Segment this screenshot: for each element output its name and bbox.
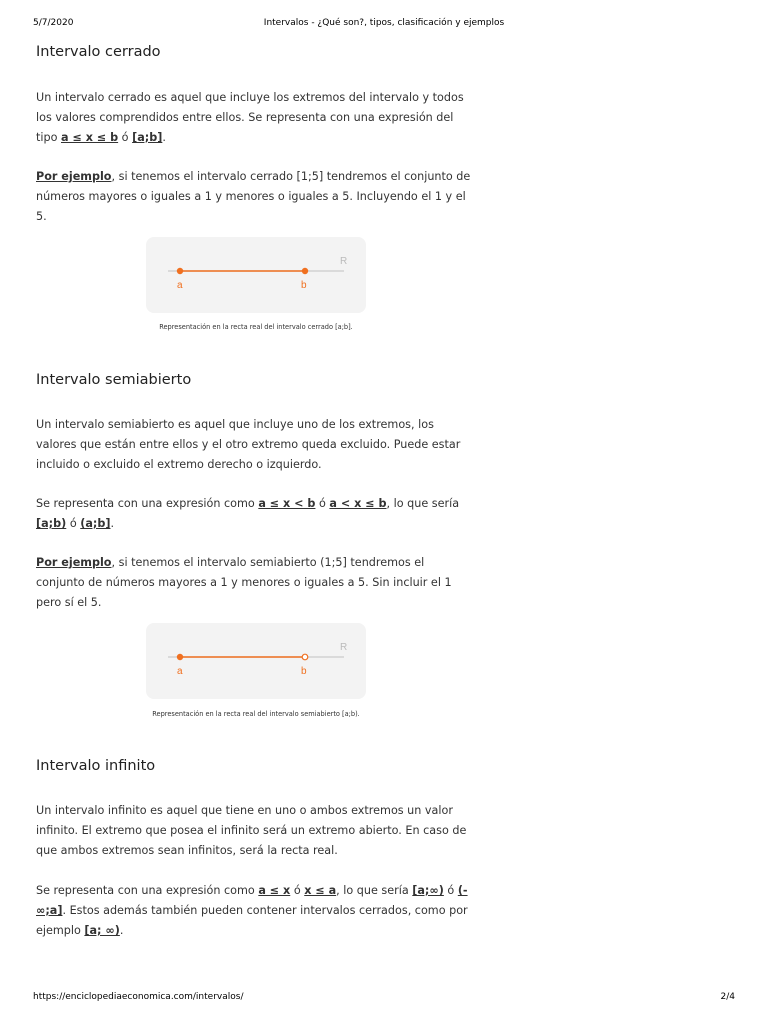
half-open-interval-figure [146, 623, 366, 699]
half-open-notation-text: Se representa con una expresión como [36, 497, 259, 510]
infinite-notation-text-3: . Estos además también pueden contener intervalos cerrados, como por ejemplo [36, 904, 468, 937]
half-open-or-2: ó [66, 517, 81, 530]
print-footer [33, 992, 735, 1006]
closed-figure-caption: Representación en la recta real del intervalo cerrado [a;b]. [159, 323, 353, 331]
label-a: a [177, 666, 183, 677]
label-b: b [301, 666, 307, 677]
page-number: 2/4 [720, 992, 735, 1002]
half-open-number-line [146, 623, 366, 699]
closed-definition-text: Un intervalo cerrado es aquel que incluye los extremos del intervalo y todos los valores comprendidos entre ellos. Se representa con una expresión del tipo [36, 91, 464, 144]
half-open-definition-paragraph: Un intervalo semiabierto es aquel que incluye uno de los extremos, los valores que están entre ellos y el otro extremo queda excluido. Puede estar incluido o excluido el extremo derecho o izquierdo. [36, 418, 461, 471]
closed-interval-figure [146, 237, 366, 313]
closed-example-lead: Por ejemplo [36, 170, 112, 183]
label-a: a [177, 280, 183, 291]
print-header [33, 18, 735, 32]
endpoint-a-closed [177, 268, 183, 274]
axis-label: R [340, 256, 348, 267]
closed-example-paragraph [36, 167, 476, 227]
infinite-expression-4: (-∞;a] [36, 884, 468, 917]
half-open-example-text: , si tenemos el intervalo semiabierto (1;5] tendremos el conjunto de números mayores a 1 y menores o iguales a 5. Sin incluir el 1 pero sí el 5. [36, 556, 452, 609]
infinite-or-1: ó [290, 884, 305, 897]
infinite-expression-5: [a; ∞) [84, 924, 120, 937]
axis-label: R [340, 642, 348, 653]
print-url[interactable]: https://enciclopediaeconomica.com/intervalos/ [33, 992, 244, 1002]
half-open-notation-paragraph [36, 494, 476, 534]
half-open-period: . [110, 517, 115, 530]
half-open-example-lead: Por ejemplo [36, 556, 112, 569]
half-open-expression-2: a < x ≤ b [329, 497, 387, 510]
half-open-expression-3: [a;b) [36, 517, 67, 530]
endpoint-b-closed [302, 268, 308, 274]
infinite-notation-text-2: , lo que sería [336, 884, 413, 897]
infinite-period: . [119, 924, 124, 937]
print-date: 5/7/2020 [33, 18, 74, 28]
infinite-expression-1: a ≤ x [258, 884, 291, 897]
closed-expression-bracket: [a;b] [132, 131, 163, 144]
heading-closed-interval: Intervalo cerrado [36, 44, 161, 60]
half-open-notation-text-2: , lo que sería [386, 497, 460, 510]
closed-period-1: . [162, 131, 166, 144]
half-open-or-1: ó [315, 497, 330, 510]
endpoint-a-closed [177, 654, 183, 660]
heading-infinite-interval: Intervalo infinito [36, 758, 156, 774]
heading-half-open-interval: Intervalo semiabierto [36, 372, 192, 388]
closed-expression-inequality: a ≤ x ≤ b [61, 131, 119, 144]
infinite-or-2: ó [443, 884, 458, 897]
endpoint-b-open [302, 654, 308, 660]
label-b: b [301, 280, 307, 291]
half-open-figure-caption: Representación en la recta real del intervalo semiabierto [a;b). [152, 710, 360, 718]
closed-example-text: , si tenemos el intervalo cerrado [1;5] tendremos el conjunto de números mayores o iguales a 1 y menores o iguales a 5. Incluyendo el 1 y el 5. [36, 170, 471, 223]
closed-number-line [146, 237, 366, 313]
half-open-example-paragraph [36, 553, 476, 613]
closed-or-1: ó [118, 131, 133, 144]
infinite-definition-paragraph: Un intervalo infinito es aquel que tiene en uno o ambos extremos un valor infinito. El extremo que posea el infinito será un extremo abierto. En caso de que ambos extremos sean infinitos, será la recta real. [36, 804, 467, 857]
print-title: Intervalos - ¿Qué son?, tipos, clasificación y ejemplos [263, 18, 505, 28]
infinite-expression-3: [a;∞) [412, 884, 444, 897]
closed-definition-paragraph [36, 88, 476, 148]
infinite-notation-paragraph [36, 881, 476, 941]
infinite-expression-2: x ≤ a [304, 884, 337, 897]
half-open-expression-1: a ≤ x < b [258, 497, 316, 510]
infinite-notation-text: Se representa con una expresión como [36, 884, 259, 897]
half-open-expression-4: (a;b] [80, 517, 111, 530]
